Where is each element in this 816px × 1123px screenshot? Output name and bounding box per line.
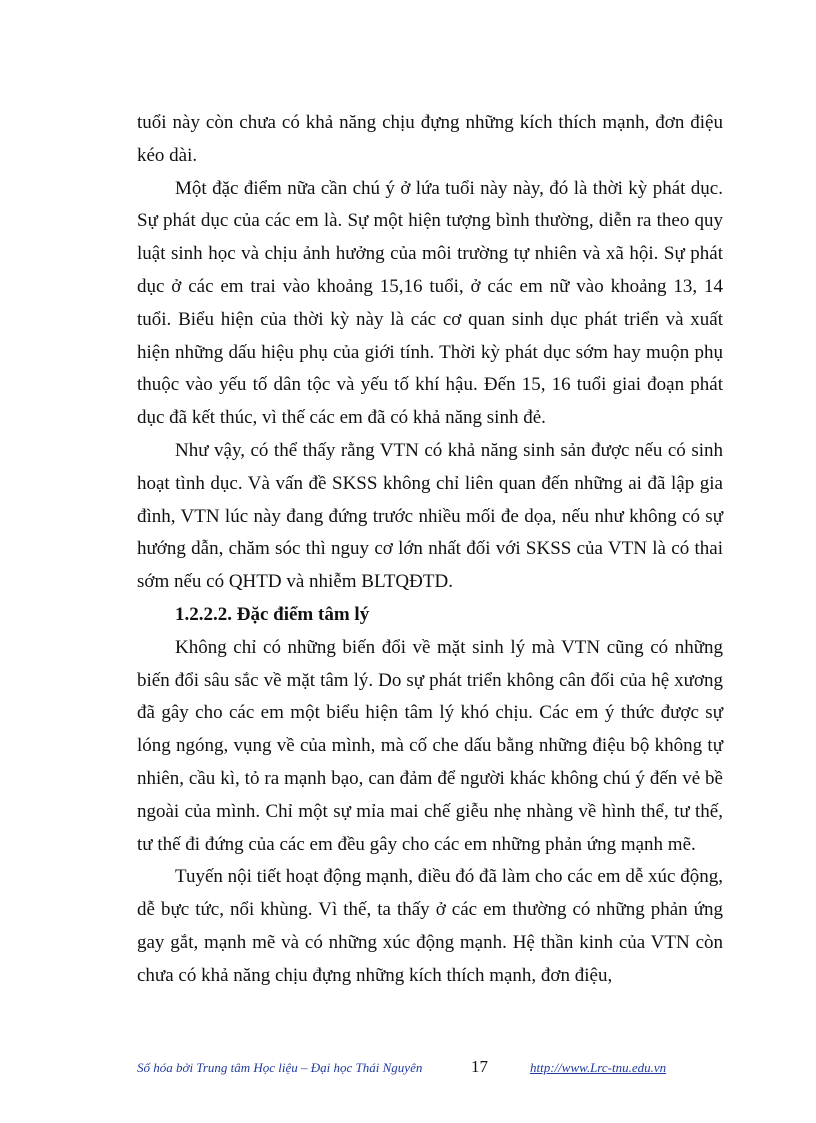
footer-url-link[interactable]: http://www.Lrc-tnu.edu.vn [530,1060,667,1075]
paragraph-continuation: tuổi này còn chưa có khả năng chịu đựng những kích thích mạnh, đơn điệu kéo dài. [137,112,723,166]
page-footer [137,1057,723,1079]
page-content [137,107,723,993]
page-number: 17 [471,1057,488,1076]
paragraph-psychological-changes: Không chỉ có những biến đổi về mặt sinh lý mà VTN cũng có những biến đổi sâu sắc về mặt tâm lý. Do sự phát triển không cân đối của hệ xương đã gây cho các em một biểu hiện tâm lý khó chịu. Các em ý thức được sự lóng ngóng, vụng về của mình, mà cố che dấu bằng những điệu bộ không tự nhiên, cầu kì, tỏ ra mạnh bạo, can đảm để người khác không chú ý đến vẻ bề ngoài của mình. Chỉ một sự mỉa mai chế giễu nhẹ nhàng về hình thể, tư thế, tư thế đi đứng của các em đều gây cho các em những phản ứng mạnh mẽ. [137,636,723,855]
paragraph-endocrine: Tuyến nội tiết hoạt động mạnh, điều đó đã làm cho các em dễ xúc động, dễ bực tức, nổi khùng. Vì thế, ta thấy ở các em thường có những phản ứng gay gắt, mạnh mẽ và có những xúc động mạnh. Hệ thần kinh của VTN còn chưa có khả năng chịu đựng những kích thích mạnh, đơn điệu, [137,866,723,986]
footer-source: Số hóa bởi Trung tâm Học liệu – Đại học Thái Nguyên [137,1060,423,1075]
paragraph-reproductive-health: Như vậy, có thể thấy rằng VTN có khả năng sinh sản được nếu có sinh hoạt tình dục. Và vấn đề SKSS không chỉ liên quan đến những ai đã lập gia đình, VTN lúc này đang đứng trước nhiều mối đe dọa, nếu như không có sự hướng dẫn, chăm sóc thì nguy cơ lớn nhất đối với SKSS của VTN là có thai sớm nếu có QHTD và nhiễm BLTQĐTD. [137,439,723,593]
paragraph-puberty: Một đặc điểm nữa cần chú ý ở lứa tuổi này này, đó là thời kỳ phát dục. Sự phát dục của các em là. Sự một hiện tượng bình thường, diễn ra theo quy luật sinh học và chịu ảnh hưởng của môi trường tự nhiên và xã hội. Sự phát dục ở các em trai vào khoảng 15,16 tuổi, ở các em nữ vào khoảng 13, 14 tuổi. Biểu hiện của thời kỳ này là các cơ quan sinh dục phát triển và xuất hiện những dấu hiệu phụ của giới tính. Thời kỳ phát dục sớm hay muộn phụ thuộc vào yếu tố dân tộc và yếu tố khí hậu. Đến 15, 16 tuổi giai đoạn phát dục đã kết thúc, vì thế các em đã có khả năng sinh đẻ. [137,177,723,429]
section-heading: 1.2.2.2. Đặc điểm tâm lý [175,603,370,625]
